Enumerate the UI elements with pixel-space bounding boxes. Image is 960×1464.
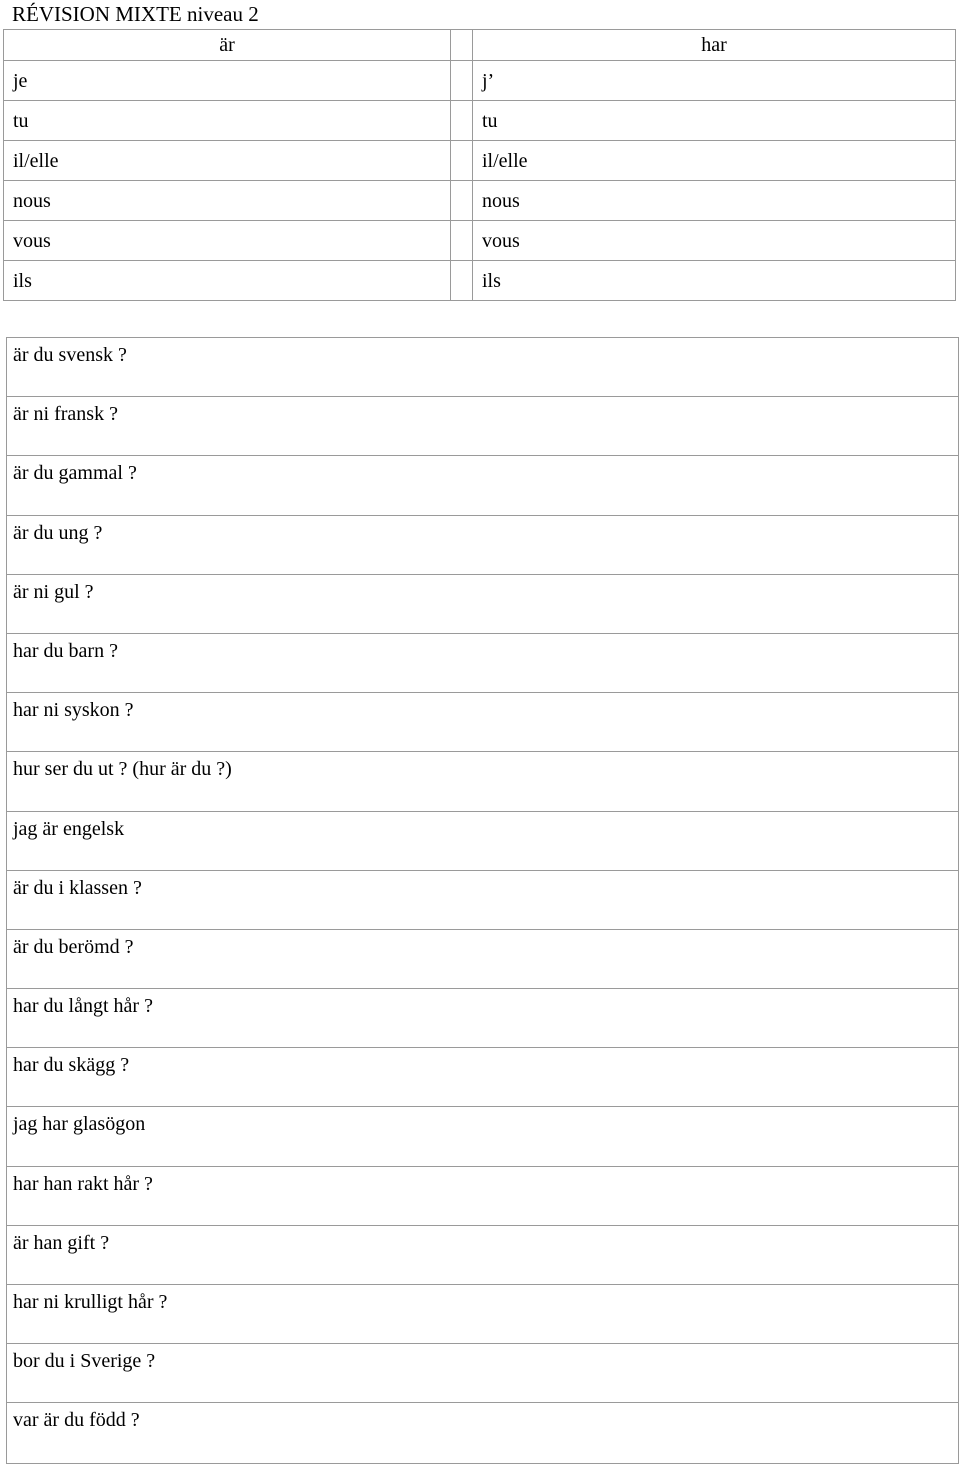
pronoun-cell: nous xyxy=(473,181,956,221)
pronoun-cell: je xyxy=(4,61,451,101)
question-row: har du barn ? xyxy=(7,634,958,693)
question-row: jag är engelsk xyxy=(7,812,958,871)
column-gap xyxy=(451,221,473,261)
pronoun-cell: vous xyxy=(473,221,956,261)
question-row: hur ser du ut ? (hur är du ?) xyxy=(7,752,958,811)
conjugation-row xyxy=(4,61,956,101)
pronoun-cell: nous xyxy=(4,181,451,221)
conjugation-row xyxy=(4,141,956,181)
question-row: jag har glasögon xyxy=(7,1107,958,1166)
conjugation-row xyxy=(4,101,956,141)
column-gap xyxy=(451,261,473,301)
question-row: är ni gul ? xyxy=(7,575,958,634)
pronoun-cell: tu xyxy=(473,101,956,141)
verb-header-avoir: har xyxy=(473,30,956,61)
conjugation-row xyxy=(4,221,956,261)
question-row: har ni syskon ? xyxy=(7,693,958,752)
column-gap xyxy=(451,61,473,101)
pronoun-cell: il/elle xyxy=(473,141,956,181)
pronoun-cell: ils xyxy=(4,261,451,301)
column-gap xyxy=(451,141,473,181)
page-title: RÉVISION MIXTE niveau 2 xyxy=(12,2,259,26)
column-gap xyxy=(451,181,473,221)
question-row: är du ung ? xyxy=(7,516,958,575)
pronoun-cell: j’ xyxy=(473,61,956,101)
conjugation-row xyxy=(4,261,956,301)
conjugation-table xyxy=(3,29,956,301)
pronoun-cell: il/elle xyxy=(4,141,451,181)
column-gap xyxy=(451,101,473,141)
question-row: är ni fransk ? xyxy=(7,397,958,456)
question-row: är du gammal ? xyxy=(7,456,958,515)
question-row: var är du född ? xyxy=(13,1409,140,1432)
question-row: är du i klassen ? xyxy=(7,871,958,930)
pronoun-cell: tu xyxy=(4,101,451,141)
pronoun-cell: ils xyxy=(473,261,956,301)
question-row: är han gift ? xyxy=(7,1226,958,1285)
question-row: har han rakt hår ? xyxy=(7,1167,958,1226)
question-row: bor du i Sverige ? xyxy=(7,1344,958,1403)
question-row: har ni krulligt hår ? xyxy=(7,1285,958,1344)
conjugation-row xyxy=(4,181,956,221)
conjugation-header-row xyxy=(4,30,956,61)
pronoun-cell: vous xyxy=(4,221,451,261)
question-row: är du berömd ? xyxy=(7,930,958,989)
question-row: har du skägg ? xyxy=(7,1048,958,1107)
question-row: har du långt hår ? xyxy=(7,989,958,1048)
verb-header-etre: är xyxy=(4,30,451,61)
column-gap xyxy=(451,30,473,61)
question-row: är du svensk ? xyxy=(7,338,958,397)
questions-table xyxy=(6,337,959,1464)
